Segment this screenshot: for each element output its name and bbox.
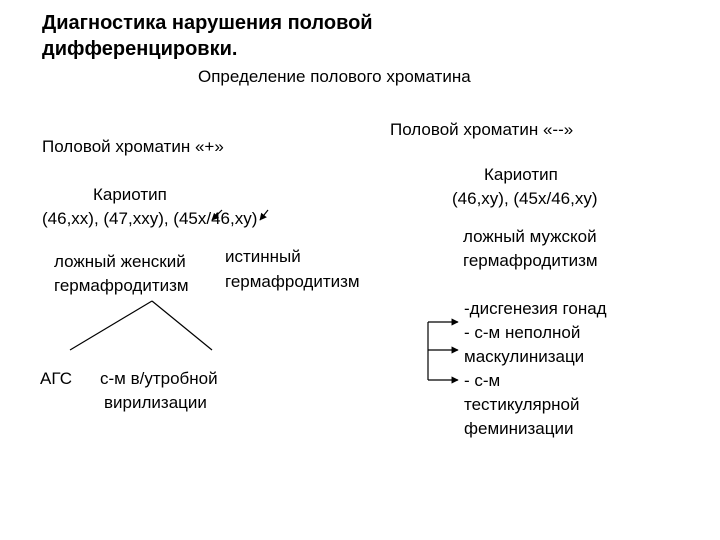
negative-karyotype-label: Кариотип [484,165,558,184]
title-line-2: дифференцировки. [42,38,238,60]
false-female-line-1: ложный женский [54,252,186,271]
condition-incomplete-line-1: - с-м неполной [464,323,581,342]
positive-chromatin-heading: Половой хроматин «+» [42,137,224,156]
karyotype-arrow-right [260,210,268,220]
negative-karyotype-values: (46,хy), (45х/46,хy) [452,189,598,208]
positive-karyotype-values: (46,хх), (47,ххy), (45х/46,хy) [42,209,258,228]
false-male-line-2: гермафродитизм [463,251,598,270]
virilization-line-1: с-м в/утробной [100,369,218,388]
subtitle: Определение полового хроматина [198,67,471,86]
false-female-line-2: гермафродитизм [54,276,189,295]
positive-karyotype-label: Кариотип [93,185,167,204]
karyotype-arrow-left [212,210,222,220]
condition-testicular-line-2: тестикулярной [464,395,580,414]
false-male-line-1: ложный мужской [463,227,597,246]
fork-line-right [152,301,212,350]
true-herm-line-1: истинный [225,247,301,266]
negative-chromatin-heading: Половой хроматин «--» [390,120,574,139]
fork-line-left [70,301,152,350]
condition-gonadal-dysgenesis: -дисгенезия гонад [464,299,607,318]
condition-testicular-line-3: феминизации [464,419,574,438]
title-line-1: Диагностика нарушения половой [42,12,373,34]
true-herm-line-2: гермафродитизм [225,272,360,291]
ags-label: АГС [40,369,73,388]
virilization-line-2: вирилизации [104,393,207,412]
condition-testicular-line-1: - с-м [464,371,501,390]
condition-incomplete-line-2: маскулинизаци [464,347,585,366]
